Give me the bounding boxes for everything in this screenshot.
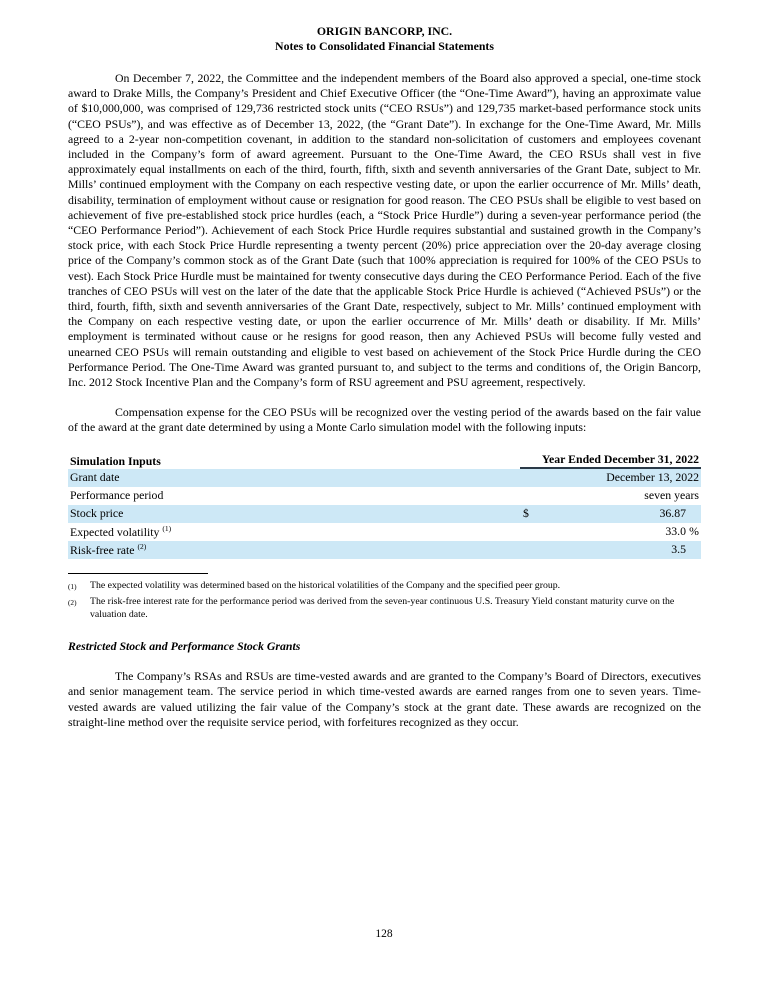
row-value: 3.5 <box>671 542 686 557</box>
footnotes <box>68 579 701 622</box>
table-row-risk-free-rate <box>68 541 701 559</box>
company-name: ORIGIN BANCORP, INC. <box>316 24 453 38</box>
column-header-simulation-inputs: Simulation Inputs <box>70 453 161 468</box>
table-row-grant-date <box>68 469 701 487</box>
row-value: seven years <box>644 488 699 503</box>
document-title: Notes to Consolidated Financial Statements <box>275 39 494 53</box>
table-row-stock-price <box>68 505 701 523</box>
row-label: Expected volatility $^{(1)}$ <box>70 523 172 539</box>
page-number: 128 <box>375 928 393 940</box>
footnote-1 <box>68 579 701 593</box>
paragraph-compensation-expense: Compensation expense for the CEO PSUs will be recognized over the vesting period of the awards based on the fair value of the award at the grant date determined by using a Monte Carlo simulation model with the following inputs: <box>68 405 701 435</box>
table-header-row <box>68 452 701 469</box>
footnote-reference: (2) <box>137 541 147 551</box>
section-heading-restricted-stock: Restricted Stock and Performance Stock Grants <box>68 639 301 654</box>
document-header <box>68 24 701 54</box>
footnote-reference: (1) <box>162 523 172 533</box>
column-header-year-ended: Year Ended December 31, 2022 <box>541 451 699 466</box>
footnote-marker: (1) <box>68 581 77 591</box>
row-value: 33.0 <box>665 524 686 539</box>
row-value-cell <box>520 469 701 487</box>
row-label: Stock price <box>70 506 124 521</box>
row-label: Risk-free rate $^{(2)}$ <box>70 541 147 557</box>
currency-symbol: $ <box>523 506 529 521</box>
table-row-performance-period <box>68 487 701 505</box>
row-value: December 13, 2022 <box>606 470 699 485</box>
row-label: Performance period <box>70 488 164 503</box>
footnote-text: The expected volatility was determined based on the historical volatilities of the Company and the specified peer group. <box>90 579 561 591</box>
row-value-cell <box>520 487 701 505</box>
footnote-text: The risk-free interest rate for the performance period was derived from the seven-year continuous U.S. Treasury Yield constant maturity curve on the valuation date. <box>90 595 675 621</box>
row-label: Grant date <box>70 470 120 485</box>
footnote-marker: (2) <box>68 597 77 607</box>
column-header-year-ended-cell <box>520 450 701 469</box>
row-value-cell <box>520 541 701 559</box>
table-row-expected-volatility <box>68 523 701 541</box>
row-value: 36.87 <box>659 506 686 521</box>
footnote-2 <box>68 595 701 621</box>
simulation-inputs-table <box>68 452 701 559</box>
footnote-divider <box>68 573 208 574</box>
paragraph-rsas-rsus: The Company’s RSAs and RSUs are time-vested awards and are granted to the Company’s Board of Directors, executives and senior management team. The service period in which time-vested awards are earned ranges from one to seven years. Time-vested awards are valued utilizing the fair value of the Company’s stock at the grant date. These awards are recognized on the straight-line method over the requisite service period, with forfeitures recognized as they occur. <box>68 669 701 729</box>
row-value-cell <box>520 505 701 523</box>
row-value-cell <box>520 523 701 541</box>
paragraph-one-time-award: On December 7, 2022, the Committee and the independent members of the Board also approved a special, one-time stock award to Drake Mills, the Company’s President and Chief Executive Officer (the “One-Time Award”), having an approximate value of $10,000,000, was comprised of 129,736 restricted stock units (“CEO RSUs”) and 129,735 market-based performance stock units (“CEO PSUs”), and was effective as of December 13, 2022, (the “Grant Date”). In exchange for the One-Time Award, Mr. Mills agreed to a 2-year non-competition covenant, in addition to the standard non-solicitation of customers and employees covenant included in the Company’s form of award agreement. Pursuant to the One-Time Award, the CEO RSUs shall vest in five approximately equal installments on each of the third, fourth, fifth, sixth and seventh anniversaries of the Grant Date, subject to Mr. Mills’ continued employment with the Company on each respective vesting date, or upon the earlier occurrence of Mr. Mills’ death, disability, termination of employment without cause or resignation for good reason. The CEO PSUs shall be eligible to vest based on achievement of five pre-established stock price hurdles (each, a “Stock Price Hurdle”) during a seven-year performance period (the “CEO Performance Period”). Achievement of each Stock Price Hurdle requires substantial and sustained growth in the Company’s stock price, with each Stock Price Hurdle representing a twenty percent (20%) price appreciation over the 20-day average closing price of the Company’s common stock as of the Grant Date (such that 100% appreciation is required for 100% of the CEO PSUs to vest). Each Stock Price Hurdle must be maintained for twenty consecutive days during the CEO Performance Period. Each of the five tranches of CEO PSUs will vest on the later of the date that the applicable Stock Price Hurdle is achieved (“Achieved PSUs”) or the third, fourth, fifth, sixth and seventh anniversaries of the Grant Date, respectively, subject to Mr. Mills’ continued employment with the Company on each respective vesting date, or upon the earlier occurrence of Mr. Mills’ death or disability. If Mr. Mills’ employment is terminated without cause or he resigns for good reason, then any Achieved PSUs will become fully vested and unearned CEO PSUs will remain outstanding and eligible to vest based on achievement of the Stock Price Hurdle during the CEO Performance Period. The One-Time Award was granted pursuant to, and subject to the terms and conditions of, the Origin Bancorp, Inc. 2012 Stock Incentive Plan and the Company’s form of RSU agreement and PSU agreement, respectively. <box>68 71 701 390</box>
percent-symbol: % <box>689 524 699 539</box>
